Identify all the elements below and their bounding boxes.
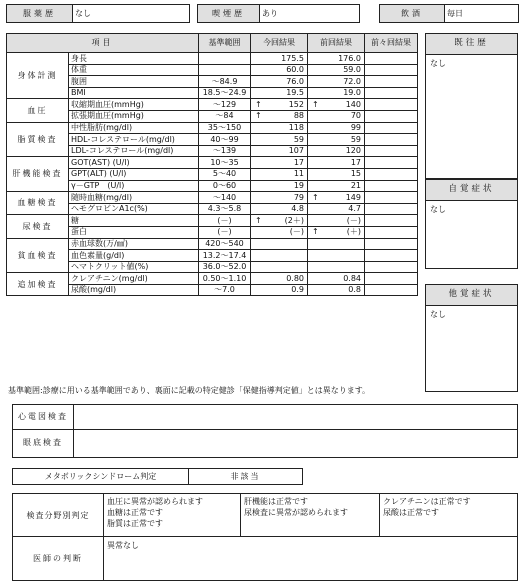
item-label: 尿酸(mg/dl) bbox=[69, 284, 199, 296]
objective-label: 他覚症状 bbox=[425, 284, 518, 306]
past-history-panel bbox=[425, 33, 518, 179]
judgment-col-1 bbox=[104, 494, 241, 536]
header-item: 項目 bbox=[7, 34, 199, 53]
table-row bbox=[7, 99, 418, 111]
current-flag bbox=[251, 53, 265, 65]
previous-value: 176.0 bbox=[322, 53, 365, 65]
table-row bbox=[7, 273, 418, 285]
current-value: 76.0 bbox=[265, 76, 308, 88]
drinking-value: 毎日 bbox=[445, 5, 519, 23]
previous-value: 59 bbox=[322, 134, 365, 146]
doctor-judgment-box bbox=[12, 537, 518, 581]
previous-value: 0.8 bbox=[322, 284, 365, 296]
reference-range: 0.50～1.10 bbox=[199, 273, 251, 285]
current-value: 59 bbox=[265, 134, 308, 146]
previous2-value bbox=[365, 64, 418, 76]
current-value: 60.0 bbox=[265, 64, 308, 76]
previous-value: (－) bbox=[322, 215, 365, 227]
previous2-value bbox=[365, 215, 418, 227]
category-label: 追加検査 bbox=[7, 273, 69, 296]
previous-flag bbox=[308, 87, 322, 99]
previous-flag bbox=[308, 157, 322, 169]
reference-range: 18.5～24.9 bbox=[199, 87, 251, 99]
reference-range: 35～150 bbox=[199, 122, 251, 134]
current-flag bbox=[251, 157, 265, 169]
current-value bbox=[265, 261, 308, 273]
reference-range: 420～540 bbox=[199, 238, 251, 250]
judgment-line: 肝機能は正常です bbox=[244, 497, 308, 506]
previous-flag bbox=[308, 122, 322, 134]
reference-range: 0～60 bbox=[199, 180, 251, 192]
table-row bbox=[7, 284, 418, 296]
objective-value: なし bbox=[425, 306, 518, 392]
previous-flag bbox=[308, 76, 322, 88]
reference-range: 5～40 bbox=[199, 168, 251, 180]
metabolic-row bbox=[12, 468, 303, 485]
current-flag: ↑ bbox=[251, 215, 265, 227]
reference-range: (－) bbox=[199, 226, 251, 238]
previous2-value bbox=[365, 145, 418, 157]
item-label: ヘモグロビンA1c(%) bbox=[69, 203, 199, 215]
item-label: LDL-コレステロール(mg/dl) bbox=[69, 145, 199, 157]
item-label: GOT(AST) (U/l) bbox=[69, 157, 199, 169]
item-label: 収縮期血圧(mmHg) bbox=[69, 99, 199, 111]
current-flag bbox=[251, 180, 265, 192]
judgment-line: クレアチニンは正常です bbox=[383, 497, 471, 506]
previous-flag: ↑ bbox=[308, 99, 322, 111]
previous-value bbox=[322, 250, 365, 262]
current-value: 88 bbox=[265, 110, 308, 122]
results-body bbox=[7, 53, 418, 296]
smoking-label: 喫煙歴 bbox=[198, 5, 260, 23]
current-flag bbox=[251, 76, 265, 88]
history-row bbox=[6, 4, 519, 23]
table-row bbox=[7, 226, 418, 238]
previous2-value bbox=[365, 99, 418, 111]
previous2-value bbox=[365, 53, 418, 65]
previous-value: 120 bbox=[322, 145, 365, 157]
table-row bbox=[7, 180, 418, 192]
current-flag bbox=[251, 250, 265, 262]
previous-flag bbox=[308, 64, 322, 76]
current-flag bbox=[251, 284, 265, 296]
current-flag bbox=[251, 122, 265, 134]
previous-flag bbox=[308, 284, 322, 296]
previous-value: 140 bbox=[322, 99, 365, 111]
current-value: 152 bbox=[265, 99, 308, 111]
previous2-value bbox=[365, 192, 418, 204]
fundus-label: 眼底検査 bbox=[13, 430, 74, 457]
table-row bbox=[7, 145, 418, 157]
current-value: 4.8 bbox=[265, 203, 308, 215]
table-row bbox=[7, 238, 418, 250]
doctor-value: 異常なし bbox=[107, 541, 139, 550]
item-label: 中性脂肪(mg/dl) bbox=[69, 122, 199, 134]
reference-range: ～84 bbox=[199, 110, 251, 122]
previous-value bbox=[322, 261, 365, 273]
judgment-col-2 bbox=[241, 494, 380, 536]
previous2-value bbox=[365, 250, 418, 262]
current-flag: ↑ bbox=[251, 99, 265, 111]
category-label: 身体計測 bbox=[7, 53, 69, 99]
past-history-value: なし bbox=[425, 55, 518, 179]
reference-range: ～129 bbox=[199, 99, 251, 111]
current-value: 0.9 bbox=[265, 284, 308, 296]
item-label: 蛋白 bbox=[69, 226, 199, 238]
objective-panel bbox=[425, 284, 518, 392]
previous2-value bbox=[365, 157, 418, 169]
reference-range: 36.0～52.0 bbox=[199, 261, 251, 273]
judgment-line: 脂質は正常です bbox=[107, 519, 163, 528]
item-label: ヘマトクリット値(%) bbox=[69, 261, 199, 273]
current-value: 11 bbox=[265, 168, 308, 180]
medication-label: 服薬歴 bbox=[7, 5, 73, 23]
previous-flag bbox=[308, 53, 322, 65]
item-label: 拡張期血圧(mmHg) bbox=[69, 110, 199, 122]
category-label: 脂質検査 bbox=[7, 122, 69, 157]
current-flag bbox=[251, 192, 265, 204]
previous2-value bbox=[365, 203, 418, 215]
table-row bbox=[7, 168, 418, 180]
subjective-value: なし bbox=[425, 201, 518, 269]
item-label: 糖 bbox=[69, 215, 199, 227]
category-label: 血圧 bbox=[7, 99, 69, 122]
judgment-col-3 bbox=[380, 494, 517, 536]
table-row bbox=[7, 215, 418, 227]
smoking-value: あり bbox=[260, 5, 360, 23]
current-flag bbox=[251, 226, 265, 238]
reference-note: 基準範囲:診療に用いる基準範囲であり、裏面に記載の特定健診「保健指導判定値」とは異なります。 bbox=[8, 386, 371, 395]
previous-flag bbox=[308, 261, 322, 273]
reference-range: 13.2～17.4 bbox=[199, 250, 251, 262]
item-label: GPT(ALT) (U/l) bbox=[69, 168, 199, 180]
table-row bbox=[7, 250, 418, 262]
current-value: 107 bbox=[265, 145, 308, 157]
item-label: 随時血糖(mg/dl) bbox=[69, 192, 199, 204]
previous2-value bbox=[365, 76, 418, 88]
previous2-value bbox=[365, 110, 418, 122]
previous-flag bbox=[308, 238, 322, 250]
reference-range: 40～99 bbox=[199, 134, 251, 146]
previous-flag: ↑ bbox=[308, 226, 322, 238]
previous-value: 72.0 bbox=[322, 76, 365, 88]
item-label: γ－GTP (U/l) bbox=[69, 180, 199, 192]
previous-flag bbox=[308, 134, 322, 146]
ecg-row bbox=[12, 404, 518, 430]
current-flag bbox=[251, 273, 265, 285]
previous2-value bbox=[365, 273, 418, 285]
previous-flag bbox=[308, 145, 322, 157]
category-label: 血糖検査 bbox=[7, 192, 69, 215]
category-label: 肝機能検査 bbox=[7, 157, 69, 192]
previous2-value bbox=[365, 122, 418, 134]
item-label: 体重 bbox=[69, 64, 199, 76]
previous-flag: ↑ bbox=[308, 192, 322, 204]
current-flag bbox=[251, 203, 265, 215]
reference-range: ～140 bbox=[199, 192, 251, 204]
current-flag bbox=[251, 87, 265, 99]
previous-value: 149 bbox=[322, 192, 365, 204]
previous-value: 70 bbox=[322, 110, 365, 122]
current-flag bbox=[251, 134, 265, 146]
subjective-panel bbox=[425, 179, 518, 269]
table-row bbox=[7, 261, 418, 273]
judgment-line: 血圧に異常が認められます bbox=[107, 497, 203, 506]
table-row bbox=[7, 76, 418, 88]
previous-value: 15 bbox=[322, 168, 365, 180]
previous2-value bbox=[365, 261, 418, 273]
previous-flag bbox=[308, 110, 322, 122]
table-row bbox=[7, 64, 418, 76]
table-row bbox=[7, 157, 418, 169]
item-label: HDL-コレステロール(mg/dl) bbox=[69, 134, 199, 146]
current-value: (－) bbox=[265, 226, 308, 238]
ecg-label: 心電図検査 bbox=[13, 405, 74, 429]
item-label: 腹囲 bbox=[69, 76, 199, 88]
fundus-row bbox=[12, 430, 518, 458]
previous-value: 19.0 bbox=[322, 87, 365, 99]
header-previous: 前回結果 bbox=[308, 34, 365, 53]
previous2-value bbox=[365, 168, 418, 180]
header-current: 今回結果 bbox=[251, 34, 308, 53]
current-flag bbox=[251, 238, 265, 250]
reference-range: ～7.0 bbox=[199, 284, 251, 296]
previous2-value bbox=[365, 238, 418, 250]
previous-value: 4.7 bbox=[322, 203, 365, 215]
previous-value: 21 bbox=[322, 180, 365, 192]
header-ref: 基準範囲 bbox=[199, 34, 251, 53]
header-previous2: 前々回結果 bbox=[365, 34, 418, 53]
current-value bbox=[265, 250, 308, 262]
results-table bbox=[6, 33, 418, 296]
medication-value: なし bbox=[73, 5, 190, 23]
item-label: BMI bbox=[69, 87, 199, 99]
reference-range: 10～35 bbox=[199, 157, 251, 169]
current-value: 19 bbox=[265, 180, 308, 192]
item-label: 身長 bbox=[69, 53, 199, 65]
current-value: 175.5 bbox=[265, 53, 308, 65]
metabolic-value: 非該当 bbox=[189, 469, 303, 485]
table-row bbox=[7, 134, 418, 146]
previous-value: 59.0 bbox=[322, 64, 365, 76]
fundus-value bbox=[74, 430, 517, 457]
table-row bbox=[7, 87, 418, 99]
judgment-line: 血糖は正常です bbox=[107, 508, 163, 517]
category-label: 尿検査 bbox=[7, 215, 69, 238]
current-flag bbox=[251, 168, 265, 180]
current-value: 0.80 bbox=[265, 273, 308, 285]
current-value: (2＋) bbox=[265, 215, 308, 227]
previous-value: 0.84 bbox=[322, 273, 365, 285]
current-flag bbox=[251, 145, 265, 157]
past-history-label: 既往歴 bbox=[425, 33, 518, 55]
previous-flag bbox=[308, 203, 322, 215]
table-row bbox=[7, 203, 418, 215]
item-label: クレアチニン(mg/dl) bbox=[69, 273, 199, 285]
reference-range bbox=[199, 53, 251, 65]
judgment-line: 尿検査に異常が認められます bbox=[244, 508, 348, 517]
metabolic-label: メタボリックシンドローム判定 bbox=[13, 469, 189, 485]
previous-flag bbox=[308, 250, 322, 262]
current-flag bbox=[251, 64, 265, 76]
previous-value: 99 bbox=[322, 122, 365, 134]
reference-range: (－) bbox=[199, 215, 251, 227]
current-flag: ↑ bbox=[251, 110, 265, 122]
table-row bbox=[7, 192, 418, 204]
category-judgment-label: 検査分野別判定 bbox=[13, 494, 104, 536]
doctor-label: 医師の判断 bbox=[13, 537, 104, 580]
previous-flag bbox=[308, 273, 322, 285]
previous2-value bbox=[365, 180, 418, 192]
category-judgment-box bbox=[12, 493, 518, 537]
current-flag bbox=[251, 261, 265, 273]
previous-value bbox=[322, 238, 365, 250]
subjective-label: 自覚症状 bbox=[425, 179, 518, 201]
previous-value: 17 bbox=[322, 157, 365, 169]
judgment-line: 尿酸は正常です bbox=[383, 508, 439, 517]
reference-range bbox=[199, 64, 251, 76]
previous-flag bbox=[308, 180, 322, 192]
previous-value: (＋) bbox=[322, 226, 365, 238]
category-label: 貧血検査 bbox=[7, 238, 69, 273]
reference-range: ～84.9 bbox=[199, 76, 251, 88]
item-label: 赤血球数(万/㎣) bbox=[69, 238, 199, 250]
current-value: 19.5 bbox=[265, 87, 308, 99]
reference-range: 4.3～5.8 bbox=[199, 203, 251, 215]
current-value bbox=[265, 238, 308, 250]
reference-range: ～139 bbox=[199, 145, 251, 157]
previous2-value bbox=[365, 226, 418, 238]
drinking-label: 飲酒 bbox=[380, 5, 445, 23]
previous-flag bbox=[308, 215, 322, 227]
current-value: 79 bbox=[265, 192, 308, 204]
previous2-value bbox=[365, 134, 418, 146]
current-value: 17 bbox=[265, 157, 308, 169]
current-value: 118 bbox=[265, 122, 308, 134]
previous-flag bbox=[308, 168, 322, 180]
ecg-value bbox=[74, 405, 517, 429]
item-label: 血色素量(g/dl) bbox=[69, 250, 199, 262]
previous2-value bbox=[365, 284, 418, 296]
table-row bbox=[7, 53, 418, 65]
table-row bbox=[7, 122, 418, 134]
previous2-value bbox=[365, 87, 418, 99]
table-row bbox=[7, 110, 418, 122]
